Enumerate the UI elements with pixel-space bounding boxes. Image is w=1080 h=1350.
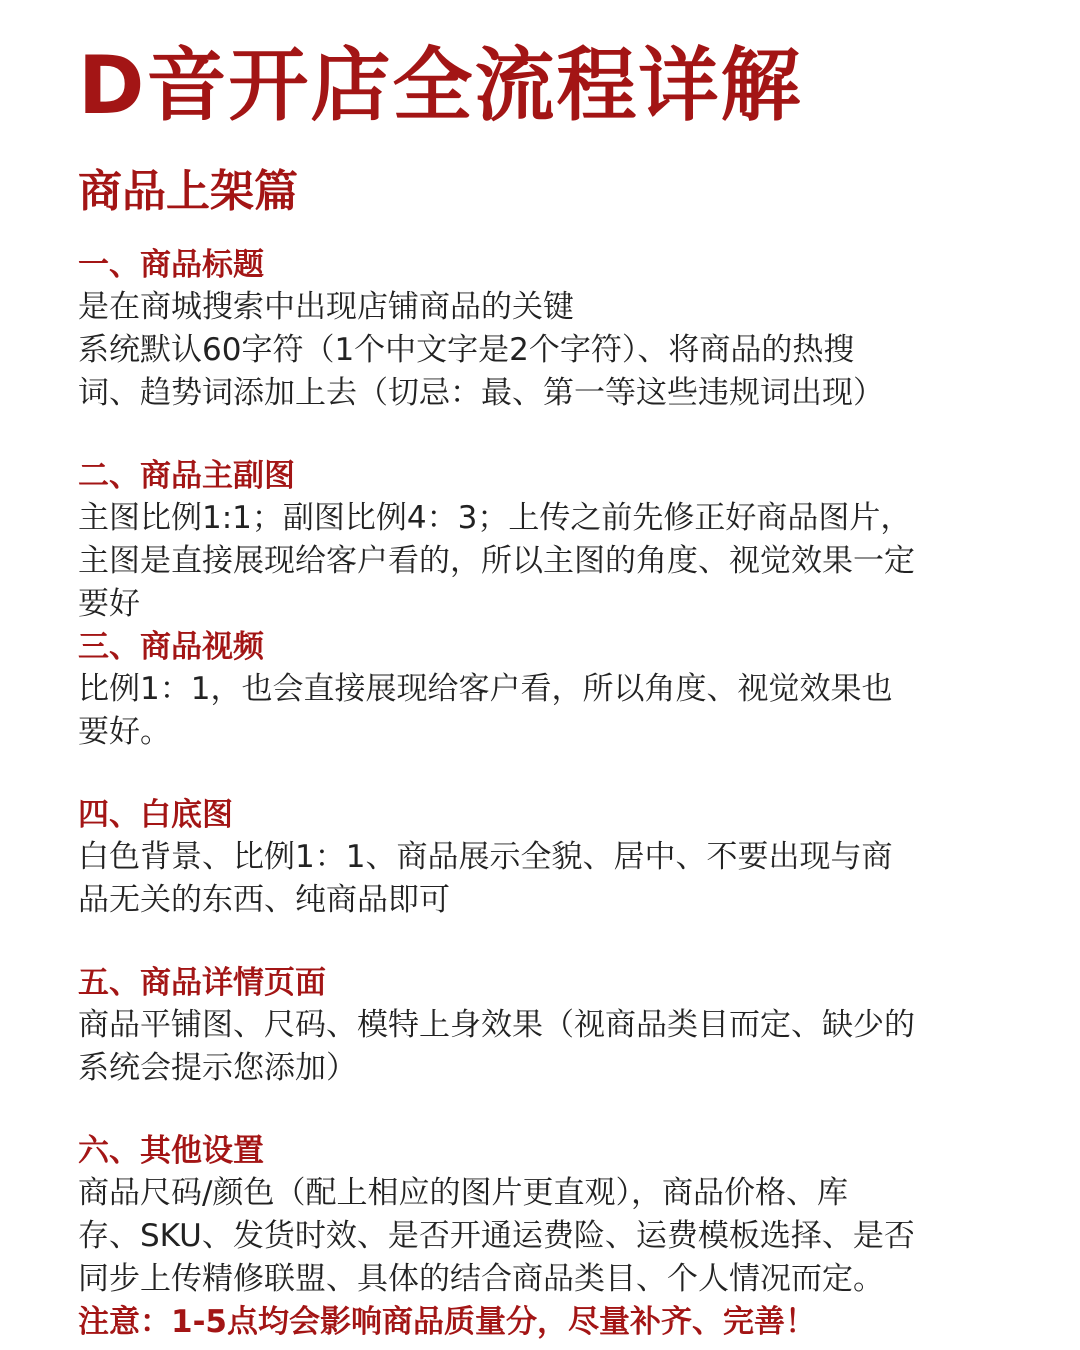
section-detail-page [78, 962, 1010, 1090]
section-heading: 一、商品标题 [78, 247, 264, 283]
body-line: 是在商城搜索中出现店铺商品的关键 [78, 289, 574, 325]
section-body [78, 497, 1010, 626]
body-line: 比例1：1，也会直接展现给客户看，所以角度、视觉效果也 [78, 671, 893, 707]
section-white-background [78, 794, 1010, 922]
section-body [78, 1004, 1010, 1090]
section-heading: 五、商品详情页面 [78, 965, 326, 1001]
section-body [78, 668, 1010, 754]
section-body [78, 1172, 1010, 1301]
body-line: 商品尺码/颜色（配上相应的图片更直观），商品价格、库 [78, 1175, 848, 1211]
section-video [78, 626, 1010, 754]
body-line: 同步上传精修联盟、具体的结合商品类目、个人情况而定。 [78, 1261, 884, 1297]
section-other-settings [78, 1130, 1010, 1301]
section-main-images [78, 455, 1010, 626]
body-line: 白色背景、比例1：1、商品展示全貌、居中、不要出现与商 [78, 839, 893, 875]
body-line: 商品平铺图、尺码、模特上身效果（视商品类目而定、缺少的 [78, 1007, 915, 1043]
quality-note: 注意：1-5点均会影响商品质量分，尽量补齐、完善！ [78, 1304, 817, 1340]
body-line: 要好 [78, 586, 140, 622]
section-body [78, 836, 1010, 922]
body-line: 系统会提示您添加） [78, 1050, 357, 1086]
page-title: D音开店全流程详解 [78, 39, 803, 132]
section-heading: 六、其他设置 [78, 1133, 264, 1169]
page-subtitle: 商品上架篇 [78, 166, 298, 217]
section-heading: 三、商品视频 [78, 629, 264, 665]
section-heading: 二、商品主副图 [78, 458, 295, 494]
body-line: 系统默认60字符（1个中文字是2个字符）、将商品的热搜 [78, 332, 855, 368]
body-line: 存、SKU、发货时效、是否开通运费险、运费模板选择、是否 [78, 1218, 915, 1254]
body-line: 要好。 [78, 714, 171, 750]
section-heading: 四、白底图 [78, 797, 233, 833]
body-line: 词、趋势词添加上去（切忌：最、第一等这些违规词出现） [78, 375, 884, 411]
body-line: 品无关的东西、纯商品即可 [78, 882, 450, 918]
section-body [78, 286, 1010, 415]
body-line: 主图是直接展现给客户看的，所以主图的角度、视觉效果一定 [78, 543, 915, 579]
body-line: 主图比例1:1；副图比例4：3；上传之前先修正好商品图片， [78, 500, 912, 536]
section-title [78, 244, 1010, 415]
